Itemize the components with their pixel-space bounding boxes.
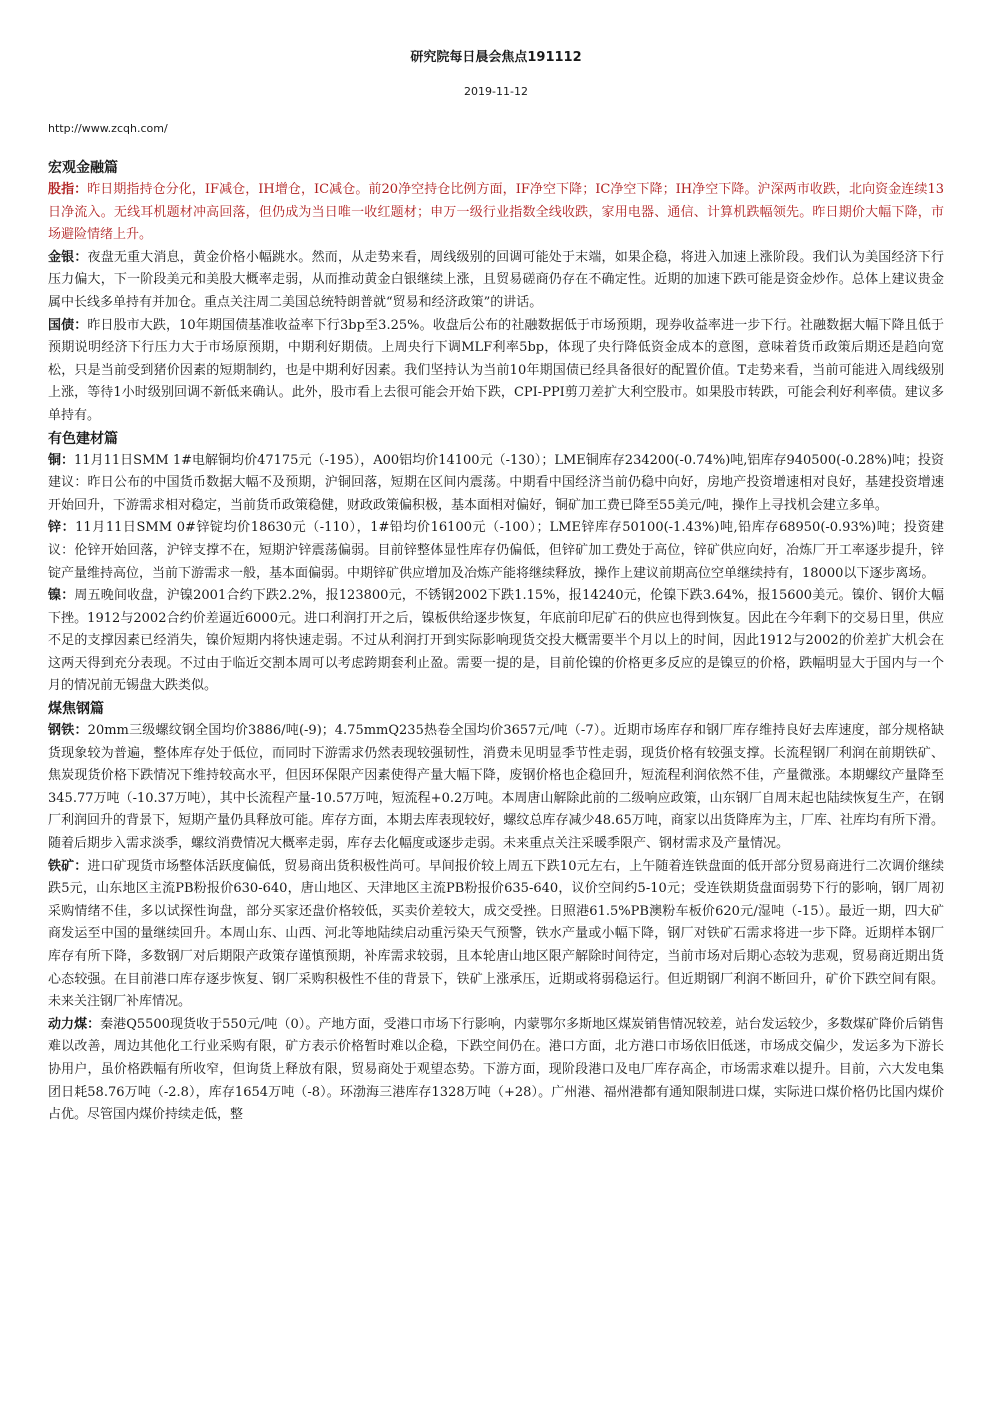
paragraph-gold-silver xyxy=(48,247,944,315)
paragraph-label: 镍： xyxy=(48,588,75,604)
report-content xyxy=(48,157,944,1127)
paragraph-copper xyxy=(48,450,944,518)
paragraph-text: 11月11日SMM 0#锌锭均价18630元（-110），1#铅均价16100元（-100）；LME锌库存50100(-1.43%)吨,铅库存68950(-0.93%)吨；投资建议：伦锌开始回落，沪锌支撑不在，短期沪锌震荡偏弱。目前锌整体显性库存仍偏低，但锌矿加工费处于高位，锌矿供应向好，冶炼厂开工率逐步提升，锌锭产量维持高位，当前下游需求一般，基本面偏弱。中期锌矿供应增加及冶炼产能将继续释放，操作上建议前期高位空单继续持有，18000以下逐步离场。 xyxy=(48,520,944,581)
paragraph-stock-index xyxy=(48,179,944,247)
report-title: 研究院每日晨会焦点191112 xyxy=(410,50,582,65)
paragraph-nickel xyxy=(48,585,944,698)
section-heading-macro: 宏观金融篇 xyxy=(48,160,118,176)
paragraph-label: 动力煤： xyxy=(48,1016,101,1032)
paragraph-text: 周五晚间收盘，沪镍2001合约下跌2.2%，报123800元，不锈钢2002下跌1.15%，报14240元，伦镍下跌3.64%，报15600美元。镍价、钢价大幅下挫。1912与2002合约价差逼近6000元。进口利润打开之后，镍板供给逐步恢复，年底前印尼矿石的供应也得到恢复。因此在今年剩下的交易日里，供应不足的支撑因素已经消失，镍价短期内将快速走弱。不过从利润打开到实际影响现货交投大概需要半个月以上的时间，因此1912与2002的价差扩大机会在这两天得到充分表现。不过由于临近交割本周可以考虑跨期套利止盈。需要一提的是，目前伦镍的价格更多反应的是镍豆的价格，跌幅明显大于国内与一个月的情况前无锡盘大跌类似。 xyxy=(48,588,944,694)
paragraph-label: 金银： xyxy=(48,249,88,265)
source-url[interactable]: http://www.zcqh.com/ xyxy=(48,122,168,135)
paragraph-text: 11月11日SMM 1#电解铜均价47175元（-195），A00铝均价14100元（-130）；LME铜库存234200(-0.74%)吨,铝库存940500(-0.28%)吨；投资建议：昨日公布的中国货币数据大幅不及预期，沪铜回落，短期在区间内震荡。中期看中国经济当前仍稳中向好，房地产投资增速相对良好，基建投资增速开始回升，下游需求相对稳定，当前货币政策稳健，财政政策偏积极，基本面相对偏好，铜矿加工费已降至55美元/吨，操作上寻找机会建立多单。 xyxy=(48,452,944,513)
paragraph-text: 昨日期指持仓分化，IF减仓，IH增仓，IC减仓。前20净空持仓比例方面，IF净空下降；IC净空下降；IH净空下降。沪深两市收跌，北向资金连续13日净流入。无线耳机题材冲高回落，但仍成为当日唯一收红题材；申万一级行业指数全线收跌，家用电器、通信、计算机跌幅领先。昨日期价大幅下降，市场避险情绪上升。 xyxy=(48,182,944,243)
paragraph-label: 铁矿： xyxy=(48,858,88,874)
section-heading-coal-coke-steel: 煤焦钢篇 xyxy=(48,701,104,718)
paragraph-label: 国债： xyxy=(48,317,88,333)
paragraph-steel xyxy=(48,720,944,856)
paragraph-label: 股指： xyxy=(48,182,88,197)
paragraph-text: 20mm三级螺纹钢全国均价3886/吨(-9)；4.75mmQ235热卷全国均价3657元/吨（-7）。近期市场库存和钢厂库存维持良好去库速度，部分规格缺货现象较为普遍，整体库存处于低位，而同时下游需求仍然表现较强韧性，消费未见明显季节性走弱，现货价格有较强支撑。长流程钢厂利润在前期铁矿、焦炭现货价格下跌情况下维持较高水平，但因环保限产因素使得产量大幅下降，废钢价格也企稳回升，短流程利润依然不佳，产量微涨。本期螺纹产量降至345.77万吨（-10.37万吨），其中长流程产量-10.57万吨，短流程+0.2万吨。本周唐山解除此前的二级响应政策，山东钢厂自周末起也陆续恢复生产，在钢厂利润回升的背景下，短期产量仍具释放可能。库存方面，本期去库表现较好，螺纹总库存减少48.65万吨，商家以出货降库为主，厂库、社库均有所下滑。随着后期步入需求淡季，螺纹消费情况大概率走弱，库存去化幅度或逐步走弱。未来重点关注采暖季限产、钢材需求及产量情况。 xyxy=(48,723,944,852)
paragraph-iron-ore xyxy=(48,856,944,1014)
paragraph-zinc xyxy=(48,517,944,585)
paragraph-label: 锌： xyxy=(48,520,76,536)
paragraph-text: 秦港Q5500现货收于550元/吨（0）。产地方面，受港口市场下行影响，内蒙鄂尔多斯地区煤炭销售情况较差，站台发运较少，多数煤矿降价后销售难以改善，周边其他化工行业采购有限，矿方表示价格暂时难以企稳，下跌空间仍在。港口方面，北方港口市场依旧低迷，市场成交偏少，发运多为下游长协用户，虽价格跌幅有所收窄，但询货上释放有限，贸易商处于观望态势。下游方面，现阶段港口及电厂库存高企，市场需求难以提升。目前，六大发电集团日耗58.76万吨（-2.8），库存1654万吨（-8）。环渤海三港库存1328万吨（+28）。广州港、福州港都有通知限制进口煤，实际进口煤价格仍比国内煤价占优。尽管国内煤价持续走低，整 xyxy=(48,1016,944,1123)
paragraph-label: 钢铁： xyxy=(48,723,88,739)
report-date: 2019-11-12 xyxy=(464,85,528,98)
paragraph-label: 铜： xyxy=(48,452,75,468)
paragraph-text: 夜盘无重大消息，黄金价格小幅跳水。然而，从走势来看，周线级别的回调可能处于末端，如果企稳，将进入加速上涨阶段。我们认为美国经济下行压力偏大，下一阶段美元和美股大概率走弱，从而推动黄金白银继续上涨，且贸易磋商仍存在不确定性。近期的加速下跌可能是资金炒作。总体上建议贵金属中长线多单持有并加仓。重点关注周二美国总统特朗普就“贸易和经济政策”的讲话。 xyxy=(48,249,944,310)
section-heading-nonferrous: 有色建材篇 xyxy=(48,430,118,447)
paragraph-thermal-coal xyxy=(48,1014,944,1127)
paragraph-treasury xyxy=(48,315,944,428)
paragraph-text: 昨日股市大跌，10年期国债基准收益率下行3bp至3.25%。收盘后公布的社融数据低于市场预期，现券收益率进一步下行。社融数据大幅下降且低于预期说明经济下行压力大于市场原预期，中期利好期债。上周央行下调MLF利率5bp，体现了央行降低资金成本的意图，意味着货币政策后期还是趋向宽松，只是当前受到猪价因素的短期制约，也是中期利好因素。我们坚持认为当前10年期国债已经具备很好的配置价值。T走势来看，当前可能进入周线级别上涨，等待1小时级别回调不新低来确认。此外，股市看上去很可能会开始下跌，CPI-PPI剪刀差扩大利空股市。如果股市转跌，可能会利好利率债。建议多单持有。 xyxy=(48,317,944,423)
paragraph-text: 进口矿现货市场整体活跃度偏低，贸易商出货积极性尚可。早间报价较上周五下跌10元左右，上午随着连铁盘面的低开部分贸易商进行二次调价继续跌5元，山东地区主流PB粉报价630-640，唐山地区、天津地区主流PB粉报价635-640，议价空间约5-10元；受连铁期货盘面弱势下行的影响，钢厂周初采购情绪不佳，多以试探性询盘，部分买家还盘价格较低，买卖价差较大，成交受挫。日照港61.5%PB澳粉车板价620元/湿吨（-15）。最近一期，四大矿商发运至中国的量继续回升。本周山东、山西、河北等地陆续启动重污染天气预警，铁水产量或小幅下降，钢厂对铁矿石需求将进一步下降。近期样本钢厂库存有所下降，多数钢厂对后期限产政策存谨慎预期，补库需求较弱，且本轮唐山地区限产解除时间待定，当前市场对后期心态较为悲观，贸易商近期出货心态较强。在目前港口库存逐步恢复、钢厂采购积极性不佳的背景下，铁矿上涨承压，近期或将弱稳运行。但近期钢厂利润不断回升，矿价下跌空间有限。未来关注钢厂补库情况。 xyxy=(48,858,944,1010)
